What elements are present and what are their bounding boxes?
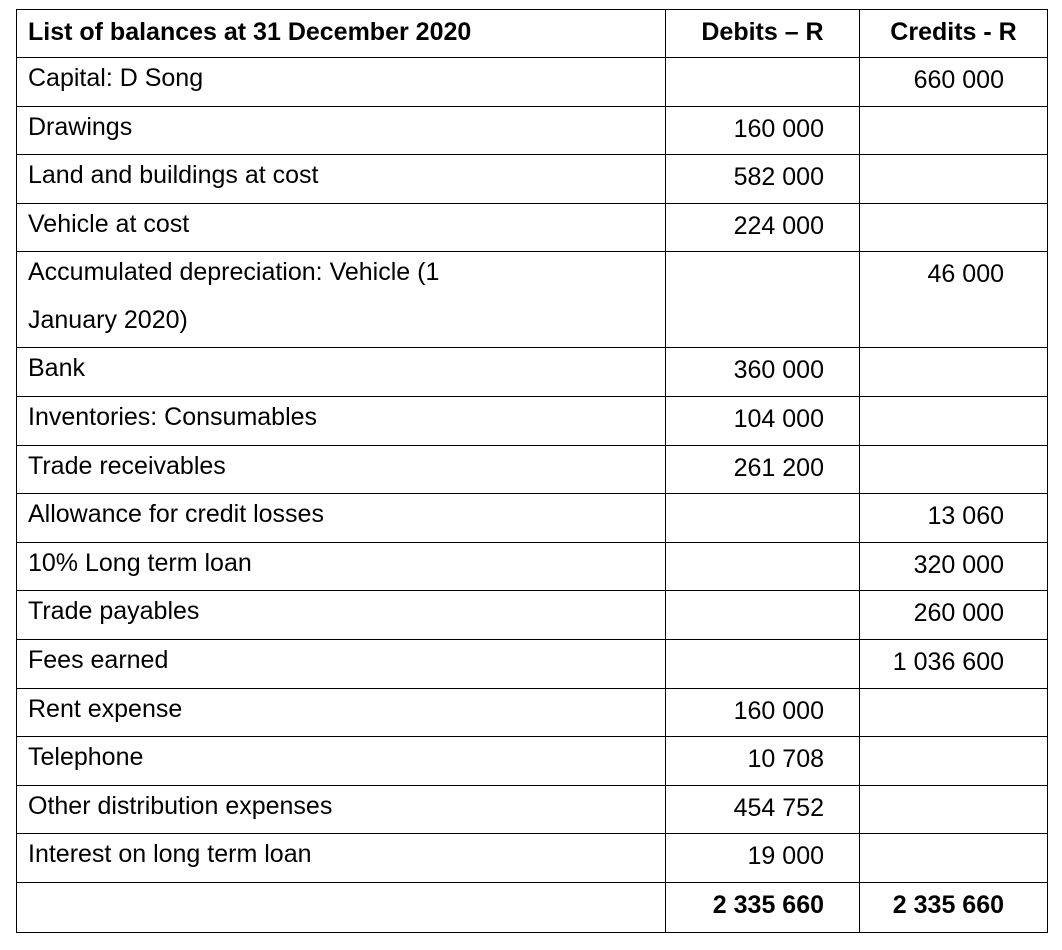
table-row <box>17 688 1048 737</box>
row-debit <box>666 639 860 688</box>
row-description: Vehicle at cost <box>17 203 666 252</box>
table-row <box>17 58 1048 107</box>
header-debits: Debits – R <box>666 10 860 58</box>
row-description: Fees earned <box>17 639 666 688</box>
row-credit <box>860 737 1048 786</box>
row-description: Interest on long term loan <box>17 834 666 883</box>
table-row <box>17 155 1048 204</box>
row-credit <box>860 834 1048 883</box>
row-credit: 260 000 <box>860 591 1048 640</box>
row-debit: 360 000 <box>666 348 860 397</box>
row-description: Inventories: Consumables <box>17 396 666 445</box>
row-debit: 454 752 <box>666 785 860 834</box>
totals-row <box>17 882 1048 932</box>
row-debit <box>666 58 860 107</box>
row-credit <box>860 445 1048 494</box>
table-row <box>17 348 1048 397</box>
table-row <box>17 639 1048 688</box>
row-description: Capital: D Song <box>17 58 666 107</box>
row-credit: 46 000 <box>860 252 1048 348</box>
table-row <box>17 542 1048 591</box>
row-credit <box>860 348 1048 397</box>
row-description: Other distribution expenses <box>17 785 666 834</box>
row-description: Bank <box>17 348 666 397</box>
row-description: Rent expense <box>17 688 666 737</box>
row-credit: 320 000 <box>860 542 1048 591</box>
row-credit <box>860 106 1048 155</box>
table-header-row <box>17 10 1048 58</box>
table-row <box>17 494 1048 543</box>
row-debit: 224 000 <box>666 203 860 252</box>
table-row <box>17 445 1048 494</box>
row-debit <box>666 591 860 640</box>
total-debit: 2 335 660 <box>666 882 860 932</box>
row-debit: 261 200 <box>666 445 860 494</box>
header-credits: Credits - R <box>860 10 1048 58</box>
row-description: Allowance for credit losses <box>17 494 666 543</box>
row-credit: 1 036 600 <box>860 639 1048 688</box>
header-description: List of balances at 31 December 2020 <box>17 10 666 58</box>
row-description: Telephone <box>17 737 666 786</box>
row-debit: 10 708 <box>666 737 860 786</box>
row-credit <box>860 203 1048 252</box>
row-credit <box>860 688 1048 737</box>
totals-description <box>17 882 666 932</box>
row-description: Land and buildings at cost <box>17 155 666 204</box>
row-description: 10% Long term loan <box>17 542 666 591</box>
total-credit: 2 335 660 <box>860 882 1048 932</box>
row-debit <box>666 252 860 348</box>
row-description: Drawings <box>17 106 666 155</box>
row-debit: 160 000 <box>666 106 860 155</box>
row-debit: 104 000 <box>666 396 860 445</box>
row-description: Trade receivables <box>17 445 666 494</box>
table-row <box>17 785 1048 834</box>
row-credit <box>860 785 1048 834</box>
table-row <box>17 106 1048 155</box>
row-debit: 160 000 <box>666 688 860 737</box>
row-description: Trade payables <box>17 591 666 640</box>
table-row <box>17 591 1048 640</box>
row-debit: 582 000 <box>666 155 860 204</box>
row-credit <box>860 155 1048 204</box>
balances-table <box>16 9 1048 933</box>
row-credit: 660 000 <box>860 58 1048 107</box>
table-row <box>17 396 1048 445</box>
row-credit <box>860 396 1048 445</box>
table-row <box>17 252 1048 348</box>
row-credit: 13 060 <box>860 494 1048 543</box>
row-debit: 19 000 <box>666 834 860 883</box>
table-row <box>17 834 1048 883</box>
row-debit <box>666 542 860 591</box>
table-row <box>17 203 1048 252</box>
row-debit <box>666 494 860 543</box>
row-description: Accumulated depreciation: Vehicle (1 January 2020) <box>17 252 666 348</box>
table-row <box>17 737 1048 786</box>
